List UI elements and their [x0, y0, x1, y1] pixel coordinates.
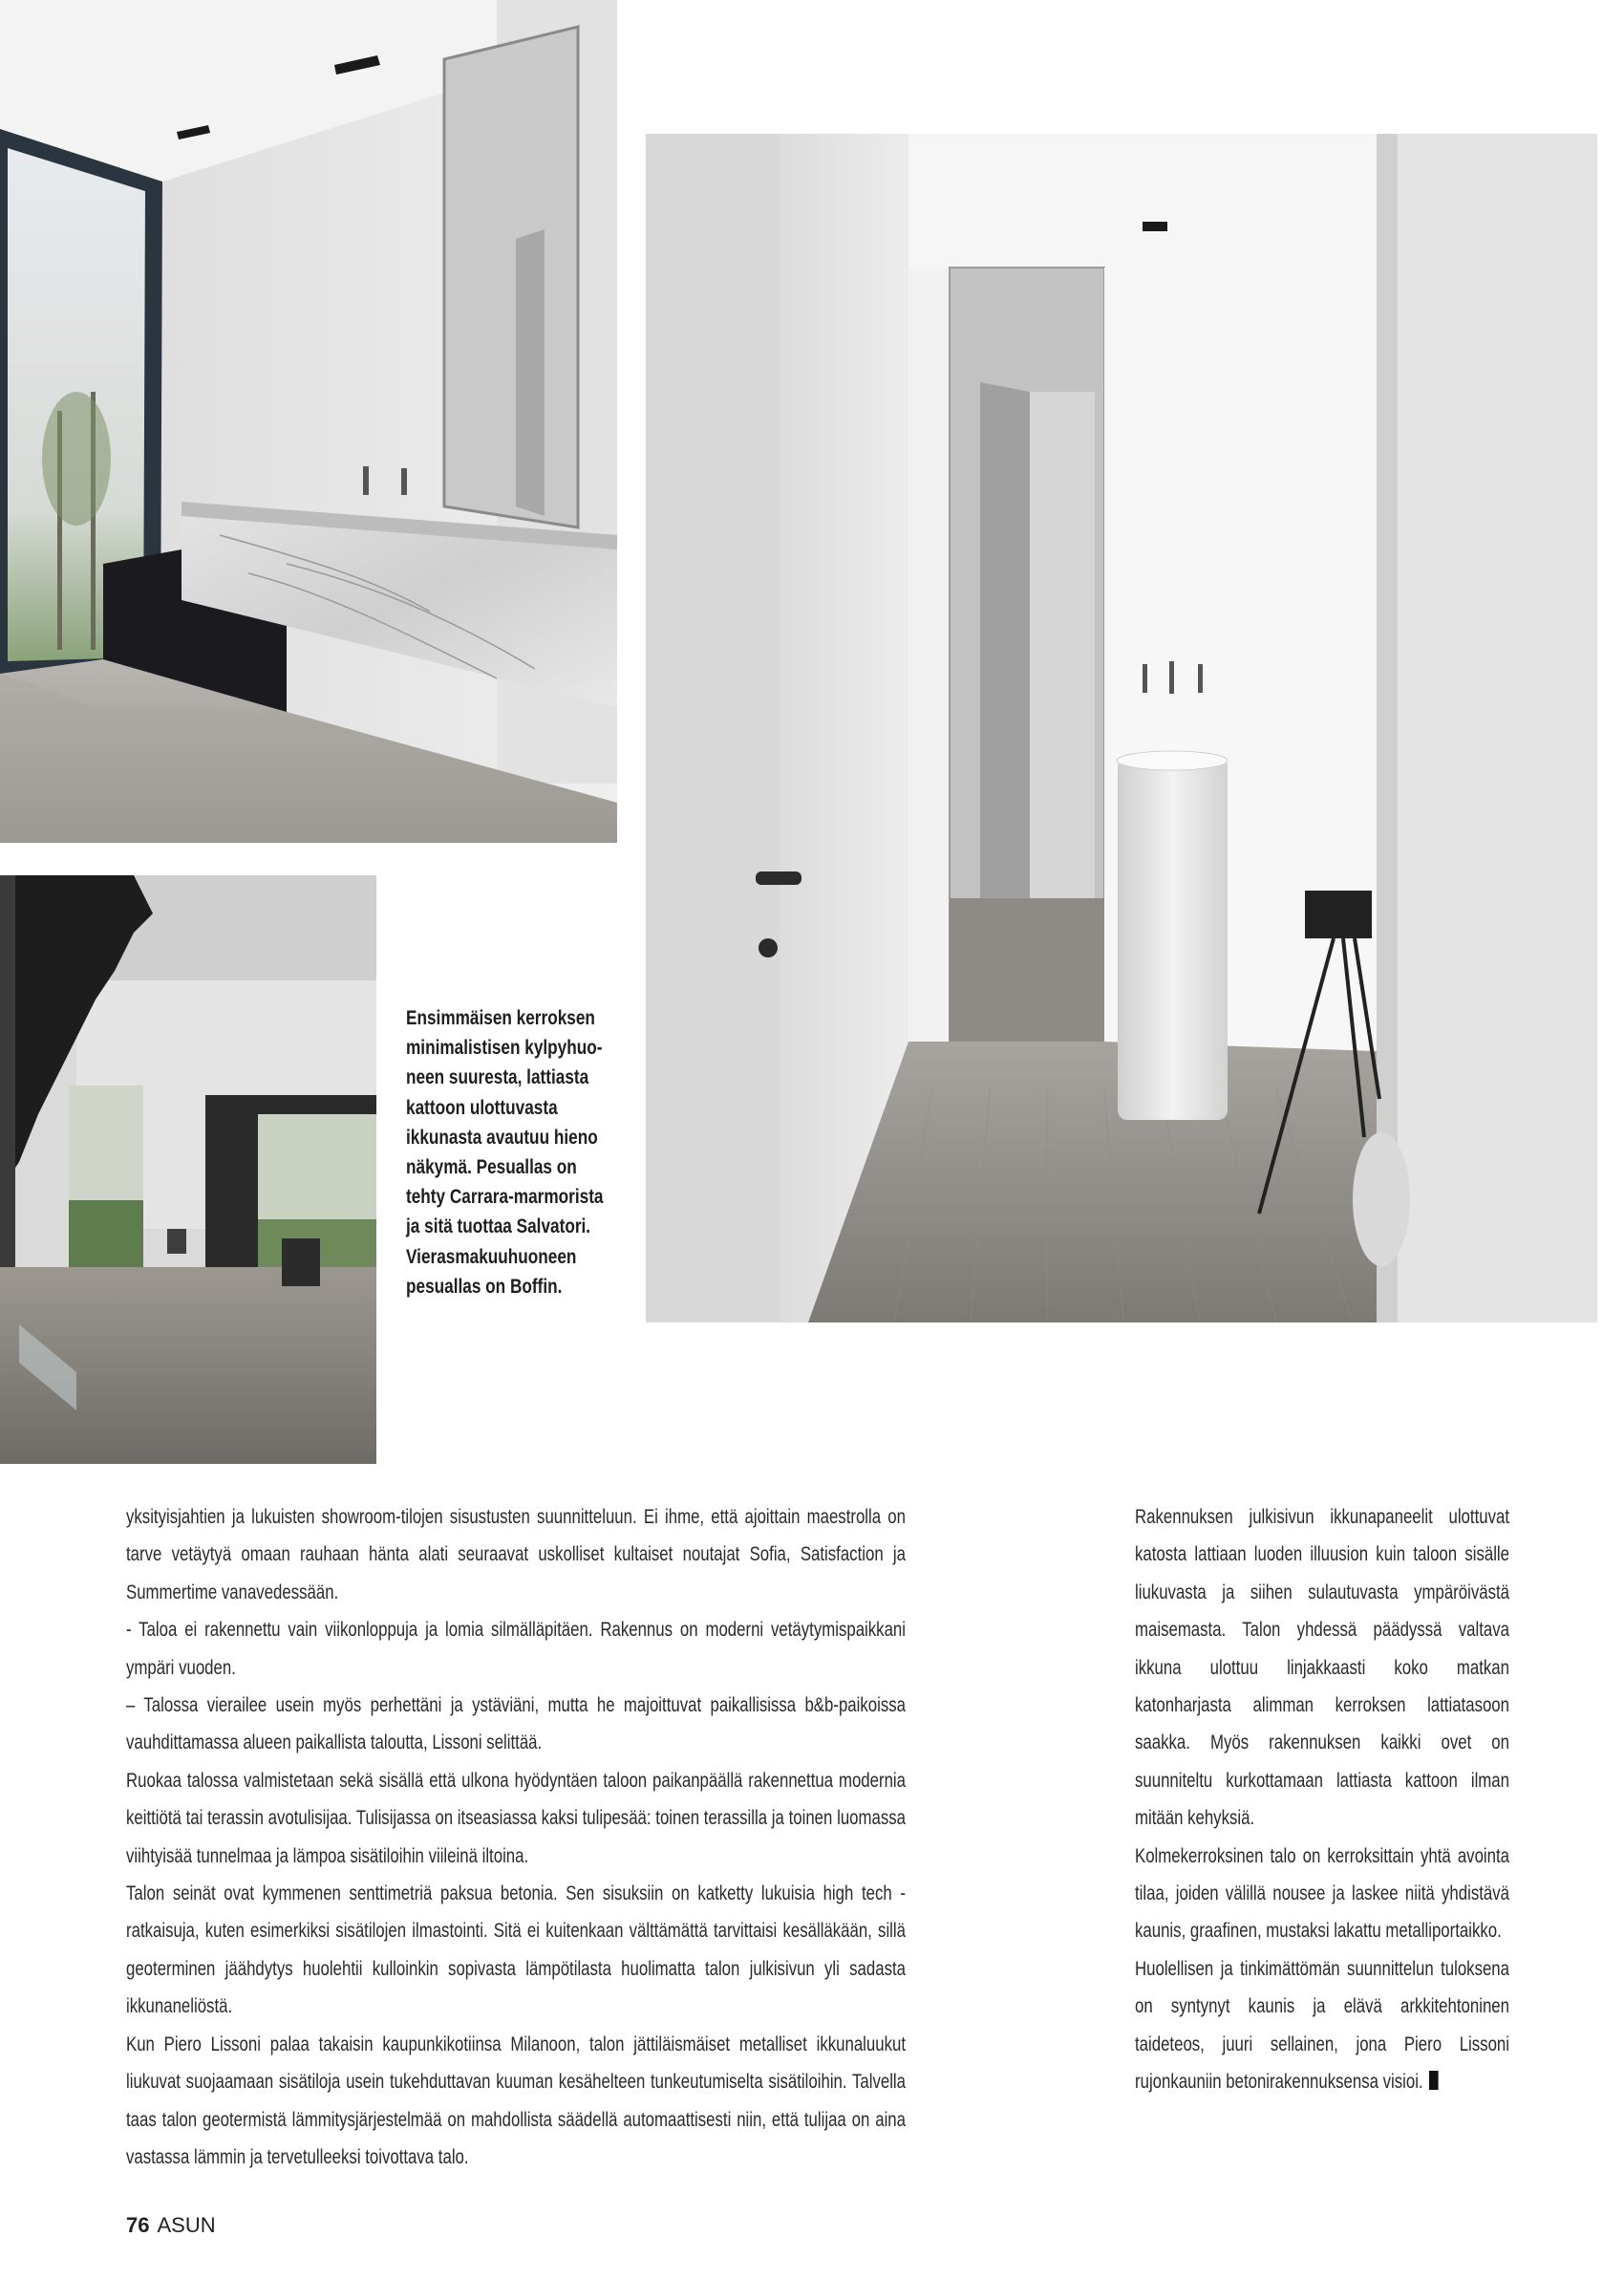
caption-line: ikkunasta avautuu hieno: [406, 1125, 598, 1149]
page-footer: [126, 2213, 216, 2238]
photo-bathroom-corridor-pedestal-basin: [646, 134, 1597, 1323]
article-paragraph: - Taloa ei rakennettu vain viikonloppuja ja lomia silmälläpitäen. Rakennus on moderni vetäytymispaikkani ympäri vuoden.: [126, 1619, 906, 1679]
article-paragraph: Kun Piero Lissoni palaa takaisin kaupunkikotiinsa Milanoon, talon jättiläismäiset metalliset ikkunaluukut liukuvat suojaamaan sisätiloja usein tukehduttavan kuuman kesähelteen tunkeutumiselta sisätiloihin. Talvella taas talon geotermistä lämmitysjärjestelmää on mahdollista säädellä automaattisesti niin, että tulijaa on aina vastassa lämmin ja tervetulleeksi toivottava talo.: [126, 2033, 906, 2168]
article-paragraph: yksityisjahtien ja lukuisten showroom-tilojen sisustusten suunnitteluun. Ei ihme, että ajoittain maestrolla on tarve vetäytyä omaan rauhaan hänta alati seuraavat uskolliset kultaiset noutajat Sofia, Satisfaction ja Summertime vanavedessään.: [126, 1506, 906, 1603]
article-paragraph: [1135, 1950, 1509, 2101]
article-paragraph: Ruokaa talossa valmistetaan sekä sisällä että ulkona hyödyntäen taloon paikanpäällä rakennettua modernia keittiötä tai terassin avotulisijaa. Tulisijassa on itseasiassa kaksi tulipesää: toinen terassilla ja toinen luomassa viihtyisää tunnelmaa ja lämpoa sisätiloihin viileinä iltoina.: [126, 1769, 906, 1867]
caption-line: pesuallas on Boffin.: [406, 1274, 563, 1298]
caption-line: kattoon ulottuvasta: [406, 1095, 558, 1119]
article-paragraph: Kolmekerroksinen talo on kerroksittain yhtä avointa tilaa, joiden välillä nousee ja laskee niitä yhdistävä kaunis, graafinen, mustaksi lakattu metalliportaikko.: [1135, 1844, 1509, 1943]
caption-line: tehty Carrara-marmorista: [406, 1185, 604, 1209]
article-column-right: [1135, 1498, 1509, 2101]
caption-line: Ensimmäisen kerroksen: [406, 1006, 595, 1029]
photo-bathroom-marble-basin: [0, 0, 617, 843]
caption-line: näkymä. Pesuallas on: [406, 1155, 577, 1179]
photo-living-room-staircase: [0, 875, 376, 1464]
page-number: 76: [126, 2213, 150, 2237]
caption-line: neen suuresta, lattiasta: [406, 1065, 589, 1089]
end-mark-icon: [1429, 2071, 1439, 2090]
photo-caption: [406, 1003, 607, 1301]
caption-line: minimalistisen kylpyhuo-: [406, 1036, 603, 1060]
caption-line: ja sitä tuottaa Salvatori.: [406, 1215, 591, 1238]
article-paragraph: – Talossa vierailee usein myös perhettäni ja ystäviäni, mutta he majoittuvat paikallisissa b&b-paikoissa vauhdittamassa alueen paikallista taloutta, Lissoni selittää.: [126, 1694, 906, 1754]
caption-line: Vierasmakuuhuoneen: [406, 1244, 577, 1268]
article-paragraph-text: Huolellisen ja tinkimättömän suunnittelun tuloksena on syntynyt kaunis ja elävä arkkitehtoninen taideteos, juuri sellainen, jona Piero Lissoni rujonkauniin betonirakennuksensa visioi.: [1135, 1957, 1509, 2094]
magazine-name: ASUN: [157, 2213, 216, 2237]
article-column-left: [126, 1498, 906, 2176]
article-paragraph: Talon seinät ovat kymmenen senttimetriä paksua betonia. Sen sisuksiin on katketty lukuisia high tech -ratkaisuja, kuten esimerkiksi sisätilojen ilmastointi. Sitä ei kuitenkaan välttämättä tarvittaisi kesälläkään, sillä geoterminen jäähdytys huolehtii kulloinkin sopivasta lämpötilasta huolimatta talon julkisivun yli sadasta ikkunaneliöstä.: [126, 1882, 906, 2018]
article-paragraph: Rakennuksen julkisivun ikkunapaneelit ulottuvat katosta lattiaan luoden illuusion kuin taloon sisälle liukuvasta ja siihen sulautuvasta ympäröivästä maisemasta. Talon yhdessä päädyssä valtava ikkuna ulottuu linjakkaasti koko matkan katonharjasta alimman kerroksen lattiatasoon saakka. Myös rakennuksen kaikki ovet on suunniteltu kurkottamaan lattiasta kattoon ilman mitään kehyksiä.: [1135, 1506, 1509, 1830]
